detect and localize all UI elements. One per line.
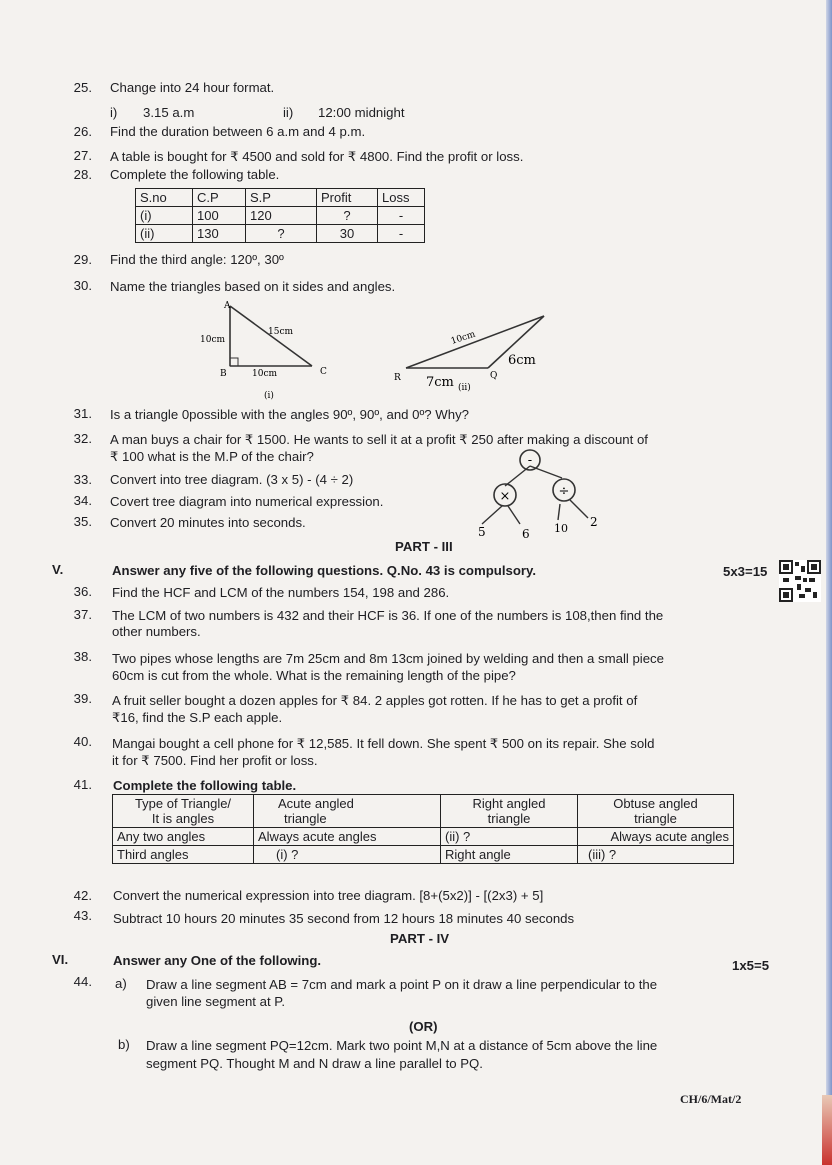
q33-number: 33. [73, 472, 92, 487]
side-right-label: 6cm [508, 353, 536, 368]
q44-a-line2: given line segment at P. [146, 994, 286, 1009]
table-cell: Any two angles [113, 828, 254, 846]
vertex-r-label: R [394, 373, 401, 383]
vertex-b-label: B [220, 369, 227, 379]
q26-number: 26. [73, 124, 92, 139]
table-cell: - [378, 225, 425, 243]
side-bottom-label: 7cm [426, 375, 454, 390]
q34-number: 34. [73, 493, 92, 508]
q30-number: 30. [73, 278, 92, 293]
q32-text-line1: A man buys a chair for ₹ 1500. He wants to sell it at a profit ₹ 250 after making a discount of [110, 432, 648, 447]
q37-text-line1: The LCM of two numbers is 432 and their HCF is 36. If one of the numbers is 108,then find the [112, 608, 664, 623]
table-cell: (ii) ? [441, 828, 578, 846]
side-ac-label: 15cm [268, 327, 294, 337]
q29-text: Find the third angle: 120º, 30º [110, 252, 284, 267]
table-header-line: triangle [284, 811, 327, 826]
q25-number: 25. [73, 80, 92, 95]
table-header: S.P [246, 189, 317, 207]
q36-text: Find the HCF and LCM of the numbers 154, 198 and 286. [112, 585, 450, 600]
table-header [254, 795, 441, 828]
q26-text: Find the duration between 6 a.m and 4 p.m. [110, 124, 366, 139]
q29-number: 29. [73, 252, 92, 267]
q39-number: 39. [73, 691, 92, 706]
part-3-marks: 5x3=15 [723, 564, 768, 579]
q32-text-line2: ₹ 100 what is the M.P of the chair? [110, 449, 314, 464]
q39-text-line1: A fruit seller bought a dozen apples for ₹ 84. 2 apples got rotten. If he has to get a profit of [112, 693, 638, 708]
table-cell: Right angle [441, 846, 578, 864]
table-header-line: Acute angled [278, 796, 354, 811]
q28-text: Complete the following table. [110, 167, 280, 182]
table-header-row [113, 795, 734, 828]
q41-number: 41. [73, 777, 92, 792]
q33-text: Convert into tree diagram. (3 x 5) - (4 ÷ 2) [110, 472, 354, 487]
q32-number: 32. [73, 431, 92, 446]
table-cell: (i) ? [254, 846, 441, 864]
tree-leaf: 6 [522, 527, 530, 540]
q25-b-label: ii) [283, 105, 294, 120]
side-ab-label: 10cm [200, 335, 226, 345]
section-v-label: V. [52, 562, 64, 577]
q44-b-label: b) [118, 1037, 130, 1052]
q41-text: Complete the following table. [113, 778, 297, 793]
q36-number: 36. [73, 584, 92, 599]
table-header-line: Obtuse angled [613, 796, 698, 811]
q41-table [112, 794, 734, 864]
table-cell: (i) [136, 207, 193, 225]
q27-text: A table is bought for ₹ 4500 and sold for ₹ 4800. Find the profit or loss. [110, 149, 524, 164]
tree-left-node: × [499, 489, 511, 504]
table-header-row [136, 189, 425, 207]
vertex-a-label: A [224, 301, 231, 311]
side-bc-label: 10cm [252, 369, 278, 379]
table-header [441, 795, 578, 828]
table-header-line: triangle [487, 811, 531, 826]
right-triangle-figure [200, 301, 327, 401]
table-header [578, 795, 734, 828]
q27-number: 27. [73, 148, 92, 163]
q40-text-line1: Mangai bought a cell phone for ₹ 12,585. It fell down. She spent ₹ 500 on its repair. She sold [112, 736, 655, 751]
figure-2-label: (ii) [458, 383, 471, 393]
table-header: S.no [136, 189, 193, 207]
q37-number: 37. [73, 607, 92, 622]
table-header-line: triangle [634, 811, 677, 826]
table-header-line: Type of Triangle/ [134, 796, 232, 811]
q43-number: 43. [73, 908, 92, 923]
q43-text: Subtract 10 hours 20 minutes 35 second from 12 hours 18 minutes 40 seconds [113, 911, 575, 926]
tree-root-node: - [527, 453, 533, 468]
q40-text-line2: it for ₹ 7500. Find her profit or loss. [112, 753, 318, 768]
table-cell: 100 [193, 207, 246, 225]
tree-leaf: 2 [590, 515, 598, 529]
q25-b-value: 12:00 midnight [318, 105, 405, 120]
table-row [113, 828, 734, 846]
q44-b-line2: segment PQ. Thought M and N draw a line parallel to PQ. [146, 1056, 483, 1071]
tree-diagram [460, 448, 620, 540]
q44-a-line1: Draw a line segment AB = 7cm and mark a point P on it draw a line perpendicular to the [146, 977, 658, 992]
q40-number: 40. [73, 734, 92, 749]
q30-text: Name the triangles based on it sides and angles. [110, 279, 396, 294]
table-row [136, 207, 425, 225]
table-header [113, 795, 254, 828]
table-cell: Always acute angles [254, 828, 441, 846]
page-corner-mark [822, 1095, 832, 1165]
q38-text-line1: Two pipes whose lengths are 7m 25cm and 8m 13cm joined by welding and then a small piece [112, 651, 664, 666]
vertex-c-label: C [320, 367, 327, 377]
q28-table [135, 188, 425, 243]
table-cell: ? [246, 225, 317, 243]
table-cell: Third angles [113, 846, 254, 864]
table-row [136, 225, 425, 243]
part-3-instruction: Answer any five of the following questions. Q.No. 43 is compulsory. [112, 563, 537, 578]
q42-number: 42. [73, 888, 92, 903]
q39-text-line2: ₹16, find the S.P each apple. [112, 710, 283, 725]
q25-text: Change into 24 hour format. [110, 80, 275, 95]
table-cell: Always acute angles [578, 828, 734, 846]
part-4-instruction: Answer any One of the following. [113, 953, 322, 968]
table-cell: - [378, 207, 425, 225]
table-cell: 30 [317, 225, 378, 243]
table-header: Loss [378, 189, 425, 207]
vertex-q-label: Q [490, 371, 498, 381]
q31-text: Is a triangle 0possible with the angles 90º, 90º, and 0º? Why? [110, 407, 470, 422]
side-top-label: 10cm [449, 329, 477, 347]
q35-number: 35. [73, 514, 92, 529]
obtuse-triangle-figure [394, 316, 544, 393]
part-3-title: PART - III [395, 539, 453, 554]
q31-number: 31. [73, 406, 92, 421]
page-edge-shadow [826, 0, 832, 1165]
page-footer-code: CH/6/Mat/2 [680, 1092, 742, 1106]
q44-a-label: a) [115, 976, 127, 991]
table-header: Profit [317, 189, 378, 207]
table-cell: 130 [193, 225, 246, 243]
q44-number: 44. [73, 974, 92, 989]
table-cell: ? [317, 207, 378, 225]
q34-text: Covert tree diagram into numerical expression. [110, 494, 384, 509]
table-row [113, 846, 734, 864]
q42-text: Convert the numerical expression into tree diagram. [8+(5x2)] - [(2x3) + 5] [113, 888, 544, 903]
table-cell: (ii) [136, 225, 193, 243]
q38-number: 38. [73, 649, 92, 664]
table-header-line: Right angled [472, 796, 546, 811]
q44-b-line1: Draw a line segment PQ=12cm. Mark two point M,N at a distance of 5cm above the line [146, 1038, 658, 1053]
table-header-line: It is angles [151, 811, 215, 826]
table-header: C.P [193, 189, 246, 207]
tree-right-node: ÷ [558, 484, 570, 499]
part-4-title: PART - IV [390, 931, 450, 946]
qr-code-icon [779, 560, 821, 602]
q44-or-label: (OR) [409, 1019, 438, 1034]
q25-a-value: 3.15 a.m [143, 105, 195, 120]
part-4-marks: 1x5=5 [732, 958, 770, 973]
q37-text-line2: other numbers. [112, 624, 201, 639]
section-vi-label: VI. [52, 952, 69, 967]
q25-a-label: i) [110, 105, 118, 120]
figure-1-label: (i) [264, 391, 274, 401]
q38-text-line2: 60cm is cut from the whole. What is the remaining length of the pipe? [112, 668, 516, 683]
q30-triangle-figures [190, 298, 560, 403]
tree-leaf: 5 [478, 525, 486, 539]
tree-leaf: 10 [554, 522, 568, 535]
table-cell: (iii) ? [578, 846, 734, 864]
q28-number: 28. [73, 167, 92, 182]
table-cell: 120 [246, 207, 317, 225]
q35-text: Convert 20 minutes into seconds. [110, 515, 306, 530]
